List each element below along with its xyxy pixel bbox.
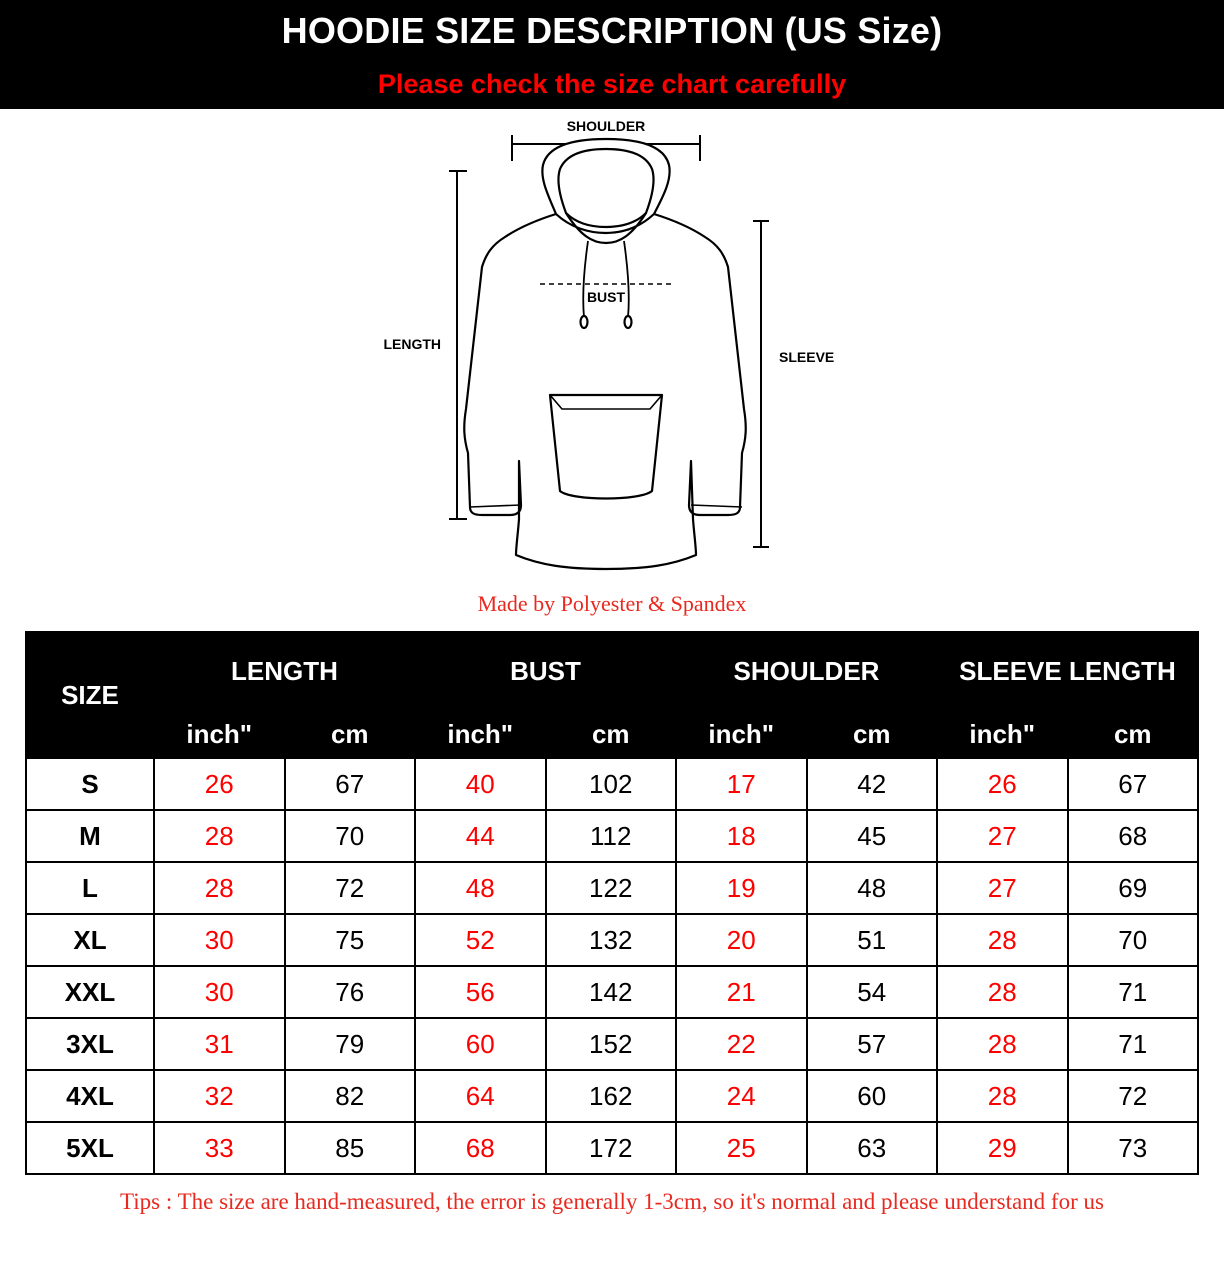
table-row <box>26 1070 1198 1122</box>
cell-bust-inch: 60 <box>415 1018 546 1070</box>
cell-length-inch: 30 <box>154 914 285 966</box>
cell-shoulder-cm: 48 <box>807 862 938 914</box>
cell-length-inch: 28 <box>154 862 285 914</box>
cell-bust-inch: 40 <box>415 758 546 810</box>
cell-length-cm: 67 <box>285 758 416 810</box>
cell-shoulder-cm: 51 <box>807 914 938 966</box>
cell-length-inch: 31 <box>154 1018 285 1070</box>
cell-size: 3XL <box>26 1018 154 1070</box>
length-label: LENGTH <box>383 336 441 352</box>
hoodie-measurement-diagram <box>0 109 1224 589</box>
header-group-length: LENGTH <box>154 632 415 710</box>
cell-bust-inch: 44 <box>415 810 546 862</box>
cell-size: S <box>26 758 154 810</box>
cell-sleeve-inch: 28 <box>937 914 1068 966</box>
tips-note: Tips : The size are hand-measured, the error is generally 1-3cm, so it's normal and please understand for us <box>120 1189 1104 1214</box>
cell-sleeve-cm: 68 <box>1068 810 1199 862</box>
length-dimension <box>449 171 467 519</box>
cell-sleeve-cm: 73 <box>1068 1122 1199 1174</box>
cell-shoulder-inch: 25 <box>676 1122 807 1174</box>
header-unit-sleeve-cm: cm <box>1068 710 1199 758</box>
cell-length-cm: 79 <box>285 1018 416 1070</box>
cell-sleeve-inch: 28 <box>937 1070 1068 1122</box>
cell-sleeve-inch: 29 <box>937 1122 1068 1174</box>
cell-size: 5XL <box>26 1122 154 1174</box>
cell-bust-cm: 112 <box>546 810 677 862</box>
header-group-sleeve-length: SLEEVE LENGTH <box>937 632 1198 710</box>
header-group-shoulder: SHOULDER <box>676 632 937 710</box>
cell-size: 4XL <box>26 1070 154 1122</box>
cell-shoulder-inch: 21 <box>676 966 807 1018</box>
cell-size: M <box>26 810 154 862</box>
cell-bust-inch: 64 <box>415 1070 546 1122</box>
shoulder-label: SHOULDER <box>566 118 646 134</box>
cell-shoulder-cm: 63 <box>807 1122 938 1174</box>
hoodie-illustration-svg <box>0 109 1224 589</box>
cell-sleeve-inch: 26 <box>937 758 1068 810</box>
page-subtitle: Please check the size chart carefully <box>0 62 1224 109</box>
sleeve-dimension <box>753 221 769 547</box>
cell-shoulder-inch: 18 <box>676 810 807 862</box>
header-unit-bust-inch: inch" <box>415 710 546 758</box>
table-row <box>26 810 1198 862</box>
cell-length-cm: 82 <box>285 1070 416 1122</box>
cell-length-cm: 70 <box>285 810 416 862</box>
cell-length-inch: 32 <box>154 1070 285 1122</box>
header-unit-sleeve-inch: inch" <box>937 710 1068 758</box>
page-title: HOODIE SIZE DESCRIPTION (US Size) <box>0 0 1224 62</box>
cell-bust-cm: 172 <box>546 1122 677 1174</box>
header-unit-shoulder-cm: cm <box>807 710 938 758</box>
cell-shoulder-cm: 45 <box>807 810 938 862</box>
cell-shoulder-inch: 17 <box>676 758 807 810</box>
cell-shoulder-cm: 57 <box>807 1018 938 1070</box>
cell-length-cm: 85 <box>285 1122 416 1174</box>
cell-bust-inch: 48 <box>415 862 546 914</box>
table-row <box>26 758 1198 810</box>
cell-shoulder-cm: 60 <box>807 1070 938 1122</box>
table-header-units <box>26 710 1198 758</box>
size-chart-table <box>25 631 1199 1175</box>
header-unit-length-cm: cm <box>285 710 416 758</box>
table-header-groups <box>26 632 1198 710</box>
cell-sleeve-cm: 72 <box>1068 1070 1199 1122</box>
cell-sleeve-cm: 71 <box>1068 966 1199 1018</box>
cell-bust-cm: 102 <box>546 758 677 810</box>
cell-sleeve-cm: 67 <box>1068 758 1199 810</box>
cell-shoulder-inch: 24 <box>676 1070 807 1122</box>
bust-label: BUST <box>586 289 626 305</box>
header-size: SIZE <box>26 632 154 758</box>
cell-sleeve-inch: 28 <box>937 966 1068 1018</box>
cell-sleeve-cm: 71 <box>1068 1018 1199 1070</box>
header-group-bust: BUST <box>415 632 676 710</box>
cell-shoulder-cm: 42 <box>807 758 938 810</box>
header-unit-shoulder-inch: inch" <box>676 710 807 758</box>
cell-bust-cm: 122 <box>546 862 677 914</box>
cell-length-cm: 75 <box>285 914 416 966</box>
cell-length-inch: 26 <box>154 758 285 810</box>
header-unit-bust-cm: cm <box>546 710 677 758</box>
sleeve-label: SLEEVE <box>779 349 835 365</box>
cell-length-inch: 30 <box>154 966 285 1018</box>
cell-length-inch: 28 <box>154 810 285 862</box>
cell-bust-inch: 56 <box>415 966 546 1018</box>
cell-sleeve-inch: 27 <box>937 862 1068 914</box>
cell-shoulder-inch: 19 <box>676 862 807 914</box>
cell-sleeve-cm: 70 <box>1068 914 1199 966</box>
cell-length-cm: 76 <box>285 966 416 1018</box>
cell-sleeve-inch: 27 <box>937 810 1068 862</box>
table-row <box>26 914 1198 966</box>
table-row <box>26 966 1198 1018</box>
cell-bust-cm: 162 <box>546 1070 677 1122</box>
cell-size: L <box>26 862 154 914</box>
cell-size: XL <box>26 914 154 966</box>
table-row <box>26 1018 1198 1070</box>
cell-length-inch: 33 <box>154 1122 285 1174</box>
cell-bust-inch: 68 <box>415 1122 546 1174</box>
cell-bust-cm: 152 <box>546 1018 677 1070</box>
cell-size: XXL <box>26 966 154 1018</box>
hoodie-outline <box>464 139 745 569</box>
table-row <box>26 1122 1198 1174</box>
cell-bust-inch: 52 <box>415 914 546 966</box>
cell-shoulder-cm: 54 <box>807 966 938 1018</box>
cell-sleeve-inch: 28 <box>937 1018 1068 1070</box>
cell-sleeve-cm: 69 <box>1068 862 1199 914</box>
cell-shoulder-inch: 22 <box>676 1018 807 1070</box>
material-caption: Made by Polyester & Spandex <box>477 591 747 616</box>
cell-length-cm: 72 <box>285 862 416 914</box>
cell-bust-cm: 132 <box>546 914 677 966</box>
cell-bust-cm: 142 <box>546 966 677 1018</box>
table-row <box>26 862 1198 914</box>
cell-shoulder-inch: 20 <box>676 914 807 966</box>
header-unit-length-inch: inch" <box>154 710 285 758</box>
